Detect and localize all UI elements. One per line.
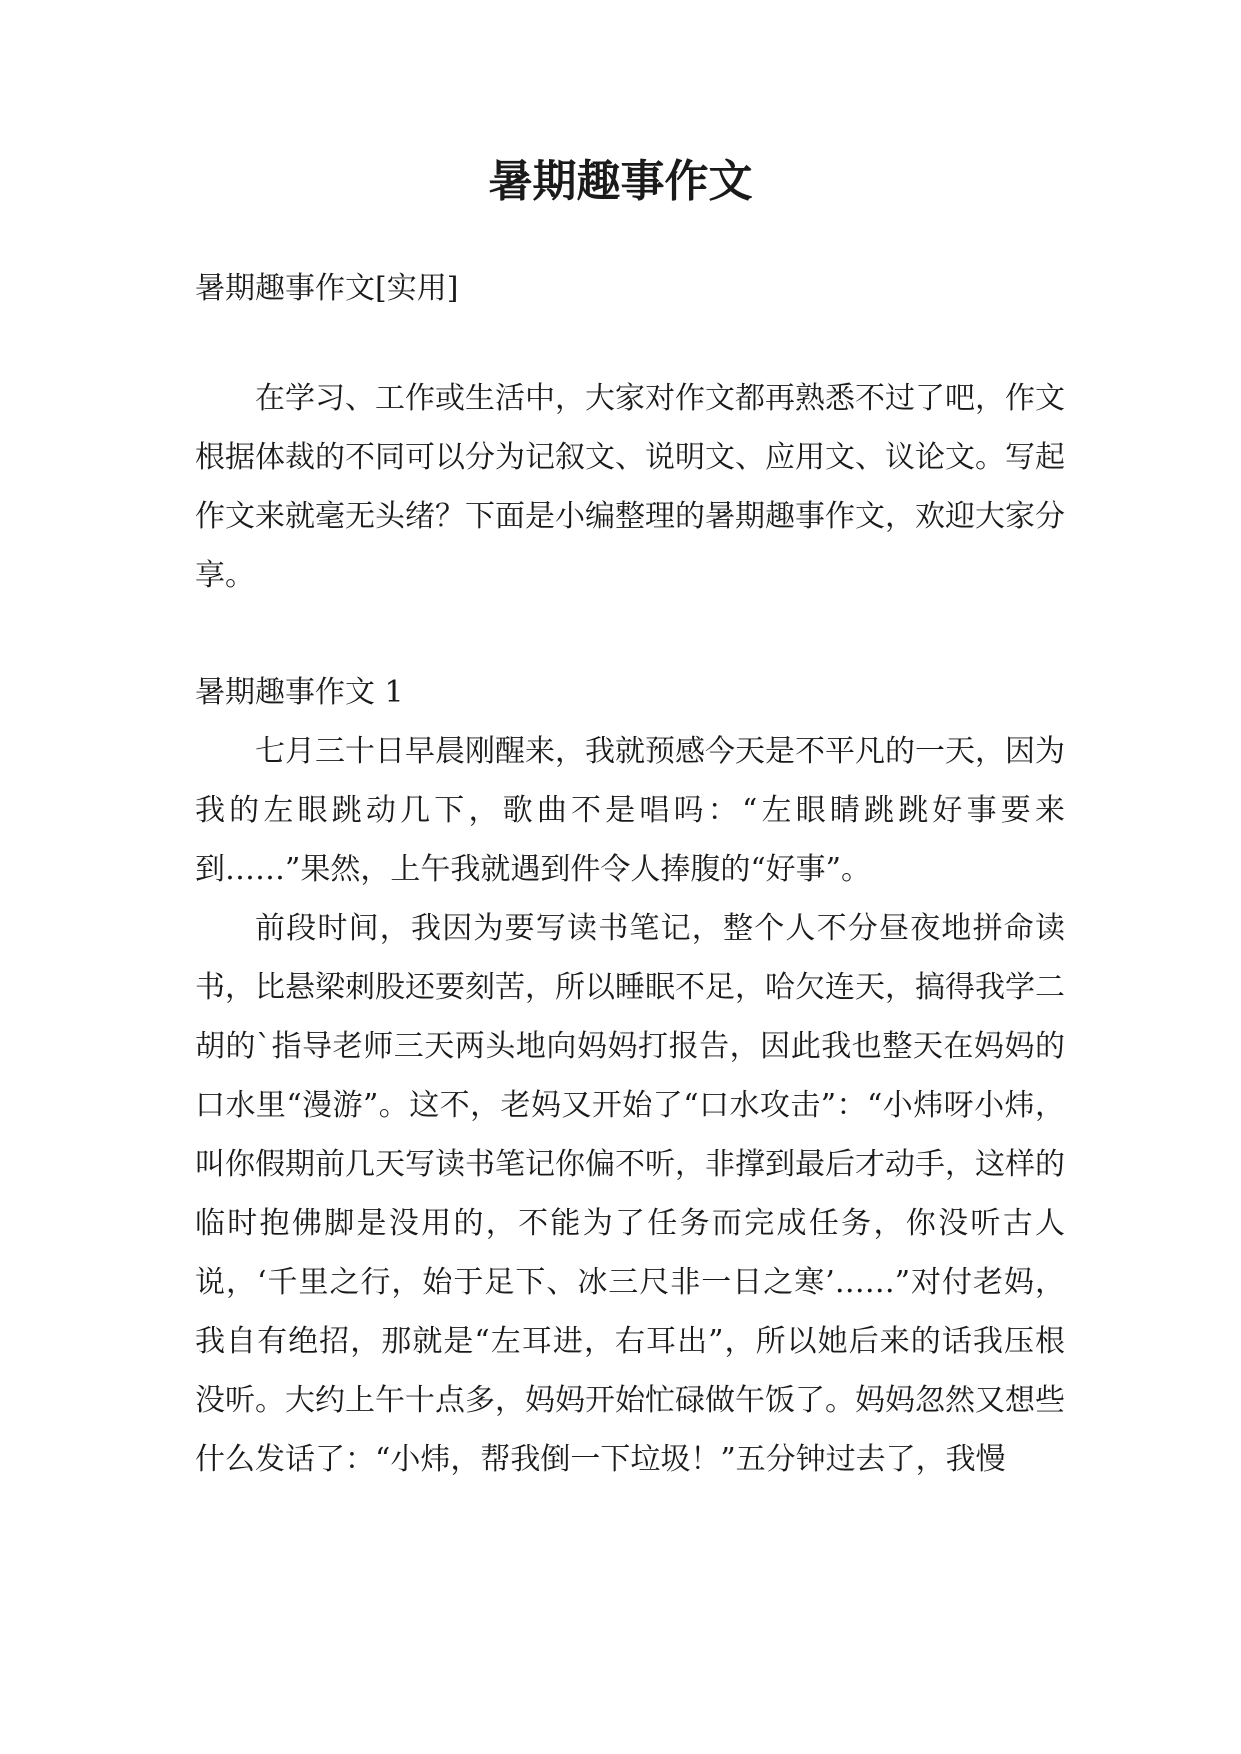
body-paragraph: 前段时间，我因为要写读书笔记，整个人不分昼夜地拼命读书，比悬梁刺股还要刻苦，所以睡眠不足，哈欠连天，搞得我学二胡的`指导老师三天两头地向妈妈打报告，因此我也整天在妈妈的口水里“漫游”。这不，老妈又开始了“口水攻击”：“小炜呀小炜，叫你假期前几天写读书笔记你偏不听，非撑到最后才动手，这样的临时抱佛脚是没用的，不能为了任务而完成任务，你没听古人说，‘千里之行，始于足下、冰三尺非一日之寒’……”对付老妈，我自有绝招，那就是“左耳进，右耳出”，所以她后来的话我压根没听。大约上午十点多，妈妈开始忙碌做午饭了。妈妈忽然又想些什么发话了：“小炜，帮我倒一下垃圾！”五分钟过去了，我慢 xyxy=(195,911,1065,1477)
document-title: 暑期趣事作文 xyxy=(488,156,753,207)
section-heading: 暑期趣事作文 1 xyxy=(195,675,404,710)
document-subtitle: 暑期趣事作文[实用] xyxy=(195,271,459,306)
intro-paragraph: 在学习、工作或生活中，大家对作文都再熟悉不过了吧，作文根据体裁的不同可以分为记叙文、说明文、应用文、议论文。写起作文来就毫无头绪？下面是小编整理的暑期趣事作文，欢迎大家分享。 xyxy=(195,381,1065,593)
body-paragraph: 七月三十日早晨刚醒来，我就预感今天是不平凡的一天，因为我的左眼跳动几下，歌曲不是唱吗：“左眼睛跳跳好事要来到……”果然，上午我就遇到件令人捧腹的“好事”。 xyxy=(195,734,1065,887)
document-body xyxy=(195,259,1065,1489)
